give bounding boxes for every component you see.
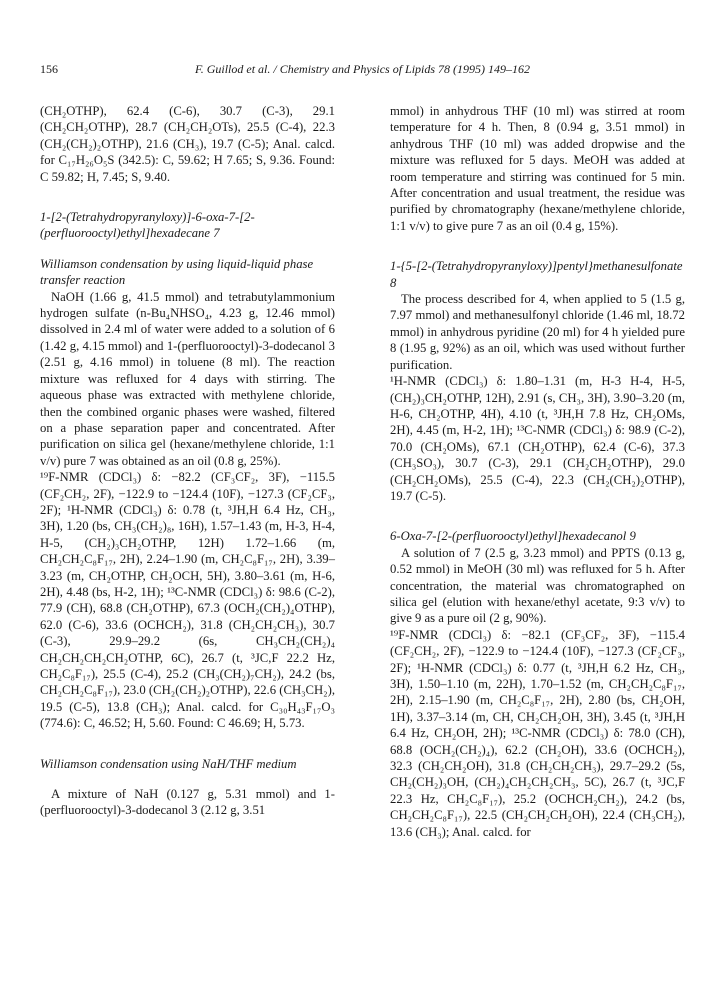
nmr-data-paragraph: ¹⁹F-NMR (CDCl₃) δ: −82.2 (CF₃CF₂, 3F), −115.5 (CF₂CH₂, 2F), −122.9 to −124.4 (10F), −127.3 (CF₂CF₃, 2F); ¹H-NMR (CDCl₃) δ: 0.78 (t, ³JH,H 6.4 Hz, CH₃, 3H), 1.20 (bs, CH₃(CH₂)₈, 16H), 1.57–1.43 (m, H-3, H-4, H-5, (CH₂)₃CH₂OTHP, 12H) 1.72–1.66 (m, CH₂CH₂C₈F₁₇, 2H), 2.24–1.90 (m, CH₂C₈F₁₇, 2H), 3.39–3.23 (m, CH₂OTHP, CH₂OCH, 5H), 3.80–3.61 (m, H-6, 2H), 4.48 (bs, H-2, 1H); ¹³C-NMR (CDCl₃) δ: 98.6 (C-2), 77.9 (CH), 68.8 (CH₂OTHP), 67.3 (OCH₂(CH₂)₄OTHP), 62.0 (C-6), 33.6 (OCHCH₂), 31.8 (CH₂CH₂CH₃), 30.7 (C-3), 29.9–29.2 (6s, CH₃CH₂(CH₂)₄ CH₂CH₂CH₂CH₂OTHP, 6C), 26.7 (t, ³JC,F 22.2 Hz, CH₂C₈F₁₇), 25.5 (C-4), 25.2 (CH₃(CH₂)₇CH₂), 24.2 (bs, CH₂CH₂C₈F₁₇), 23.0 (CH₂(CH₂)₂OTHP), 22.6 (CH₃CH₂), 19.5 (C-5), 13.8 (CH₃); Anal. calcd. for C₃₀H₄₃F₁₇O₃ (774.6): C, 46.52; H, 5.60. Found: C 46.69; H, 5.73. (40, 470, 335, 731)
section-heading: 1-[2-(Tetrahydropyranyloxy)]-6-oxa-7-[2-(perfluorooctyl)ethyl]hexadecane 7 (40, 210, 255, 241)
nmr-data-paragraph: ¹⁹F-NMR (CDCl₃) δ: −82.1 (CF₃CF₂, 3F), −115.4 (CF₂CH₂, 2F), −122.9 to −124.4 (10F), −127.3 (CF₂CF₃, 2F); ¹H-NMR (CDCl₃) δ: 0.77 (t, ³JH,H 6.2 Hz, CH₃, 3H), 1.50–1.10 (m, 22H), 1.70–1.52 (m, CH₂CH₂C₈F₁₇, 2H), 2.15–1.90 (m, CH₂C₈F₁₇, 2H), 2.80 (bs, CH₂OH, 1H), 3.37–3.14 (m, CH, CH₂CH₂OH, 3H), 3.45 (t, ³JH,H 6.4 Hz, CH₂OH, 2H); ¹³C-NMR (CDCl₃) δ: 78.0 (CH), 68.8 (OCH₂(CH₂)₄), 62.2 (CH₂OH), 33.6 (OCHCH₂), 32.3 (CH₂CH₂OH), 31.8 (CH₂CH₂CH₃), 29.7–29.2 (5s, CH₂(CH₂)₃OH, (CH₂)₄CH₂CH₂CH₃, 5C), 26.7 (t, ³JC,F 22.3 Hz, CH₂C₈F₁₇), 25.2 (OCHCH₂CH₂), 24.2 (bs, CH₂CH₂C₈F₁₇), 22.5 (CH₂CH₂CH₂OH), 22.4 (CH₃CH₂), 13.6 (CH₃); Anal. calcd. for (390, 627, 685, 839)
paragraph: mmol) in anhydrous THF (10 ml) was stirred at room temperature for 4 h. Then, 8 (0.94 g, 3.51 mmol) in anhydrous THF (10 ml) was added dropwise and the mixture was refluxed for 5 days. MeOH was added at room temperature and stirring was continued for 5 min. After concentration and usual treatment, the residue was purified by chromatography (hexane/methylene chloride, 1:1 v/v) to give pure 7 as an oil (0.4 g, 15%). (390, 104, 685, 233)
subsection-heading: Williamson condensation using NaH/THF medium (40, 756, 297, 771)
running-title: F. Guillod et al. / Chemistry and Physics of Lipids 78 (1995) 149–162 (194, 62, 531, 76)
page-header (40, 60, 685, 78)
section-heading: 6-Oxa-7-[2-(perfluorooctyl)ethyl]hexadecanol 9 (390, 529, 636, 544)
right-column (390, 103, 685, 840)
paragraph: NaOH (1.66 g, 41.5 mmol) and tetrabutylammonium hydrogen sulfate (n-Bu₄NHSO₄, 4.23 g, 12.46 mmol) dissolved in 2.4 ml of water were added to a solution of 6 (1.42 g, 4.15 mmol) and 1-(perfluorooctyl)-3-dodecanol 3 (2.51 g, 4.16 mmol) in toluene (8 ml). The reaction mixture was refluxed for 4 days with stirring. The aqueous phase was extracted with methylene chloride, then the combined organic phases were washed, filtered on a phase separation paper and concentrated. After purification on silica gel (hexane/methylene chloride, 1:1 v/v) pure 7 was obtained as an oil (0.8 g, 25%). (40, 289, 335, 468)
page-number: 156 (40, 62, 58, 76)
paragraph: A solution of 7 (2.5 g, 3.23 mmol) and PPTS (0.13 g, 0.52 mmol) in MeOH (30 ml) was refluxed for 5 h. After concentration, the material was chromatographed on silica gel (elution with hexane/ethyl acetate, 9:3 v/v) to give 9 as a pure oil (2 g, 90%). (390, 545, 685, 626)
left-column (40, 103, 335, 819)
section-heading: 1-{5-[2-(Tetrahydropyranyloxy)]pentyl}methanesulfonate 8 (390, 259, 683, 290)
paragraph: The process described for 4, when applied to 5 (1.5 g, 7.97 mmol) and methanesulfonyl chloride (1.46 ml, 18.72 mmol) in anhydrous pyridine (20 ml) for 4 h yielded pure 8 (1.95 g, 92%) as an oil, which was used without further purification. (390, 292, 685, 372)
nmr-data-paragraph: ¹H-NMR (CDCl₃) δ: 1.80–1.31 (m, H-3 H-4, H-5, (CH₂)₃CH₂OTHP, 12H), 2.91 (s, CH₃, 3H), 3.90–3.20 (m, H-6, CH₂OTHP, 4H), 4.10 (t, ³JH,H 7.8 Hz, CH₂OMs, 2H), 4.45 (m, H-2, 1H); ¹³C-NMR (CDCl₃) δ: 98.9 (C-2), 70.0 (CH₂OMs), 67.1 (CH₂OTHP), 62.4 (C-6), 37.3 (CH₃SO₃), 30.7 (C-3), 29.1 (CH₂CH₂OTHP), 29.0 (CH₂CH₂OMs), 25.5 (C-4), 22.3 (CH₂(CH₂)₂OTHP), 19.7 (C-5). (390, 374, 685, 503)
subsection-heading: Williamson condensation by using liquid-liquid phase transfer reaction (40, 256, 314, 288)
paragraph: A mixture of NaH (0.127 g, 5.31 mmol) and 1-(perfluorooctyl)-3-dodecanol 3 (2.12 g, 3.51 (40, 787, 335, 818)
paragraph: (CH₂OTHP), 62.4 (C-6), 30.7 (C-3), 29.1 (CH₂CH₂OTHP), 28.7 (CH₂CH₂OTs), 25.5 (C-4), 22.3 (CH₂(CH₂)₂OTHP), 21.6 (CH₃), 19.7 (C-5); Anal. calcd. for C₁₇H₂₆O₅S (342.5): C, 59.62; H 7.65; S, 9.36. Found: C 59.82; H, 7.45; S, 9.40. (40, 104, 335, 184)
